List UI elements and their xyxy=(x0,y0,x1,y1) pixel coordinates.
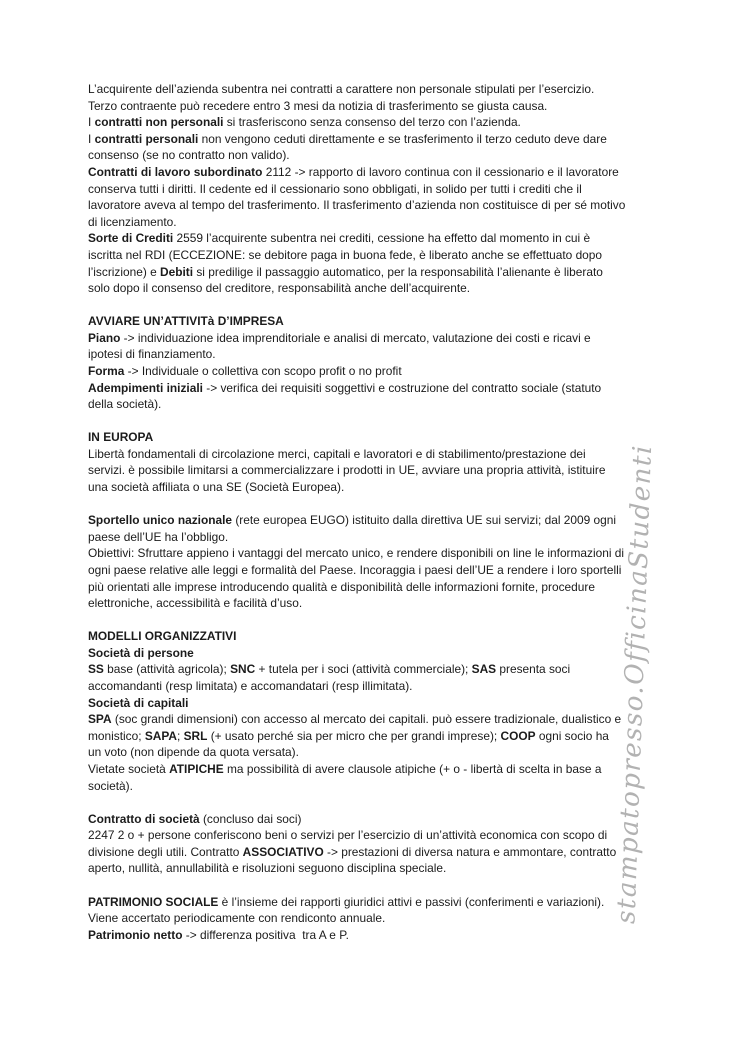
bold-text-run: MODELLI ORGANIZZATIVI xyxy=(88,629,237,644)
text-line xyxy=(88,778,670,795)
text-line xyxy=(88,313,670,330)
bold-text-run: contratti non personali xyxy=(94,115,224,130)
bold-text-run: Sportello unico nazionale xyxy=(88,513,233,528)
text-line xyxy=(88,479,670,496)
text-line xyxy=(88,695,670,712)
text-line xyxy=(88,98,670,115)
bold-text-run: Adempimenti iniziali xyxy=(88,380,203,395)
bold-text-run: SRL xyxy=(183,728,208,743)
text-run: ; xyxy=(177,728,184,743)
text-line xyxy=(88,844,670,861)
text-run: paese dell’UE ha l’obbligo. xyxy=(88,529,229,544)
text-run: -> individuazione idea imprenditoriale e analisi di mercato, valutazione dei costi e ricavi e xyxy=(120,330,591,345)
text-run: I xyxy=(88,131,95,146)
text-line xyxy=(88,910,670,927)
text-line xyxy=(88,280,670,297)
paragraph-block xyxy=(88,313,670,413)
text-line xyxy=(88,446,670,463)
text-run: -> verifica dei requisiti soggettivi e costruzione del contratto sociale (statuto xyxy=(202,380,602,395)
text-run: ogni paese relative alle leggi e formalità del Paese. Incoraggia i paesi dell’UE a rendere i loro sportelli xyxy=(88,562,622,577)
paragraph-block xyxy=(88,628,670,794)
text-line xyxy=(88,529,670,546)
bold-text-run: Debiti xyxy=(160,264,194,279)
text-run: 2247 2 o + persone conferiscono beni o servizi per l’esercizio di un’attività economica con scopo di xyxy=(88,828,608,843)
paragraph-block xyxy=(88,429,670,495)
text-run: ma possibilità di avere clausole atipiche (+ o - libertà di scelta in base a xyxy=(223,761,602,776)
text-line xyxy=(88,114,670,131)
text-line xyxy=(88,197,670,214)
text-line xyxy=(88,363,670,380)
text-line xyxy=(88,860,670,877)
paragraph-block xyxy=(88,81,670,297)
text-line xyxy=(88,761,670,778)
text-run: Libertà fondamentali di circolazione merci, capitali e lavoratori e di stabilimento/prestazione dei xyxy=(88,446,586,461)
text-line xyxy=(88,396,670,413)
text-run: ogni socio ha xyxy=(535,728,609,743)
text-run: non vengono ceduti direttamente e se trasferimento il terzo ceduto deve dare xyxy=(198,131,607,146)
text-run: (+ usato perché sia per micro che per grandi imprese); xyxy=(207,728,501,743)
text-run: consenso (se no contratto non valido). xyxy=(88,148,290,163)
text-line xyxy=(88,230,670,247)
bold-text-run: Patrimonio netto xyxy=(88,927,183,942)
text-run: divisione degli utili. Contratto xyxy=(88,844,243,859)
text-line xyxy=(88,827,670,844)
text-run: Viene accertato periodicamente con rendiconto annuale. xyxy=(88,911,386,926)
text-line xyxy=(88,927,670,944)
text-line xyxy=(88,429,670,446)
bold-text-run: Società di persone xyxy=(88,645,194,660)
text-line xyxy=(88,181,670,198)
text-run: -> Individuale o collettiva con scopo profit o no profit xyxy=(124,364,402,378)
text-run: più orientati alle imprese introducendo qualità e disponibilità delle informazioni fornite, procedure xyxy=(88,579,595,594)
text-run: ipotesi di finanziamento. xyxy=(88,347,216,362)
text-run: accomandanti (resp limitata) e accomandatari (resp illimitata). xyxy=(88,679,413,693)
text-line xyxy=(88,545,670,562)
text-run: presenta soci xyxy=(496,662,571,677)
bold-text-run: SS xyxy=(88,662,104,677)
text-line xyxy=(88,247,670,264)
text-line xyxy=(88,512,670,529)
paragraph-block xyxy=(88,512,670,612)
text-line xyxy=(88,214,670,231)
text-run: conserva tutti i diritti. Il cedente ed il cessionario sono obbligati, in solido per tutti i crediti che il xyxy=(88,181,582,196)
text-line xyxy=(88,346,670,363)
bold-text-run: COOP xyxy=(500,728,536,743)
bold-text-run: ASSOCIATIVO xyxy=(242,844,324,859)
text-run: -> differenza positiva tra A e P. xyxy=(182,927,349,942)
text-line xyxy=(88,462,670,479)
text-line xyxy=(88,164,670,181)
paragraph-block xyxy=(88,811,670,877)
text-run: lavoratore aveva al tempo del trasferimento. Il trasferimento d’azienda non costituisce di per sé motivo xyxy=(88,198,626,213)
bold-text-run: contratti personali xyxy=(94,131,199,146)
bold-text-run: SPA xyxy=(88,712,112,727)
text-line xyxy=(88,811,670,828)
bold-text-run: Contratto di società xyxy=(88,811,200,826)
document-content xyxy=(88,81,670,943)
text-run: elettroniche, accessibilità e facilità d’uso. xyxy=(88,596,303,611)
text-run: I xyxy=(88,115,95,130)
text-line xyxy=(88,661,670,678)
bold-text-run: Società di capitali xyxy=(88,695,189,710)
text-line xyxy=(88,628,670,645)
text-line xyxy=(88,678,670,695)
paragraph-block xyxy=(88,894,670,944)
text-run: -> prestazioni di diversa natura e ammontare, contratto xyxy=(323,844,617,859)
text-run: di licenziamento. xyxy=(88,214,177,229)
text-line xyxy=(88,579,670,596)
text-run: solo dopo il consenso del creditore, responsabilità anche dell’acquirente. xyxy=(88,281,471,296)
bold-text-run: PATRIMONIO SOCIALE xyxy=(88,894,219,909)
bold-text-run: Sorte di Crediti xyxy=(88,231,174,246)
text-run: 2559 l’acquirente subentra nei crediti, cessione ha effetto dal momento in cui è xyxy=(173,231,591,246)
text-run: Terzo contraente può recedere entro 3 mesi da notizia di trasferimento se giusta causa. xyxy=(88,98,548,113)
text-run: Vietate società xyxy=(88,761,170,776)
bold-text-run: Forma xyxy=(88,364,125,378)
text-line xyxy=(88,380,670,397)
bold-text-run: SAPA xyxy=(144,728,177,743)
text-run: 2112 -> rapporto di lavoro continua con il cessionario e il lavoratore xyxy=(262,164,619,179)
text-line xyxy=(88,147,670,164)
text-run: (rete europea EUGO) istituito dalla direttiva UE sui servizi; dal 2009 ogni xyxy=(232,513,617,528)
text-line xyxy=(88,595,670,612)
text-run: società). xyxy=(88,778,133,793)
text-line xyxy=(88,131,670,148)
text-run: un voto (non dipende da quota versata). xyxy=(88,745,299,760)
bold-text-run: IN EUROPA xyxy=(88,430,154,445)
text-run: si predilige il passaggio automatico, per la responsabilità l’alienante è liberato xyxy=(193,264,603,279)
text-run: base (attività agricola); xyxy=(103,662,231,677)
text-run: iscritta nel RDI (ECCEZIONE: se debitore paga in buona fede, è liberato anche se effettuato dopo xyxy=(88,247,603,262)
text-run: servizi. è possibile limitarsi a commercializzare i prodotti in UE, avviare una propria attività, istituire xyxy=(88,463,606,478)
bold-text-run: SNC xyxy=(230,662,256,677)
text-line xyxy=(88,330,670,347)
bold-text-run: Piano xyxy=(88,330,121,345)
text-run: Obiettivi: Sfruttare appieno i vantaggi del mercato unico, e rendere disponibili on line le informazioni di xyxy=(88,546,625,561)
text-run: della società). xyxy=(88,397,162,412)
text-line xyxy=(88,728,670,745)
text-line xyxy=(88,562,670,579)
text-line xyxy=(88,81,670,98)
text-run: monistico; xyxy=(88,728,145,743)
text-run: (concluso dai soci) xyxy=(199,811,302,826)
text-line xyxy=(88,744,670,761)
text-run: è l’insieme dei rapporti giuridici attivi e passivi (conferimenti e variazioni). xyxy=(218,894,605,909)
text-run: l’iscrizione) e xyxy=(88,264,161,279)
text-run: (soc grandi dimensioni) con accesso al mercato dei capitali. può essere tradizionale, dualistico e xyxy=(111,712,622,727)
bold-text-run: AVVIARE UN’ATTIVITà D’IMPRESA xyxy=(88,314,284,329)
watermark-text: stampatopresso.OfficinaStudenti xyxy=(611,443,659,925)
text-line xyxy=(88,264,670,281)
text-run: si trasferiscono senza consenso del terzo con l’azienda. xyxy=(223,115,521,130)
text-line xyxy=(88,894,670,911)
text-run: L’acquirente dell’azienda subentra nei contratti a carattere non personale stipulati per l’esercizio. xyxy=(88,82,595,96)
text-line xyxy=(88,711,670,728)
text-run: aperto, nullità, annullabilità e risoluzioni seguono disciplina speciale. xyxy=(88,861,447,876)
bold-text-run: ATIPICHE xyxy=(169,761,224,776)
text-run: + tutela per i soci (attività commerciale); xyxy=(255,662,472,677)
text-line xyxy=(88,645,670,662)
bold-text-run: Contratti di lavoro subordinato xyxy=(88,164,263,179)
text-run: una società affiliata o una SE (Società Europea). xyxy=(88,480,345,495)
bold-text-run: SAS xyxy=(471,662,497,677)
